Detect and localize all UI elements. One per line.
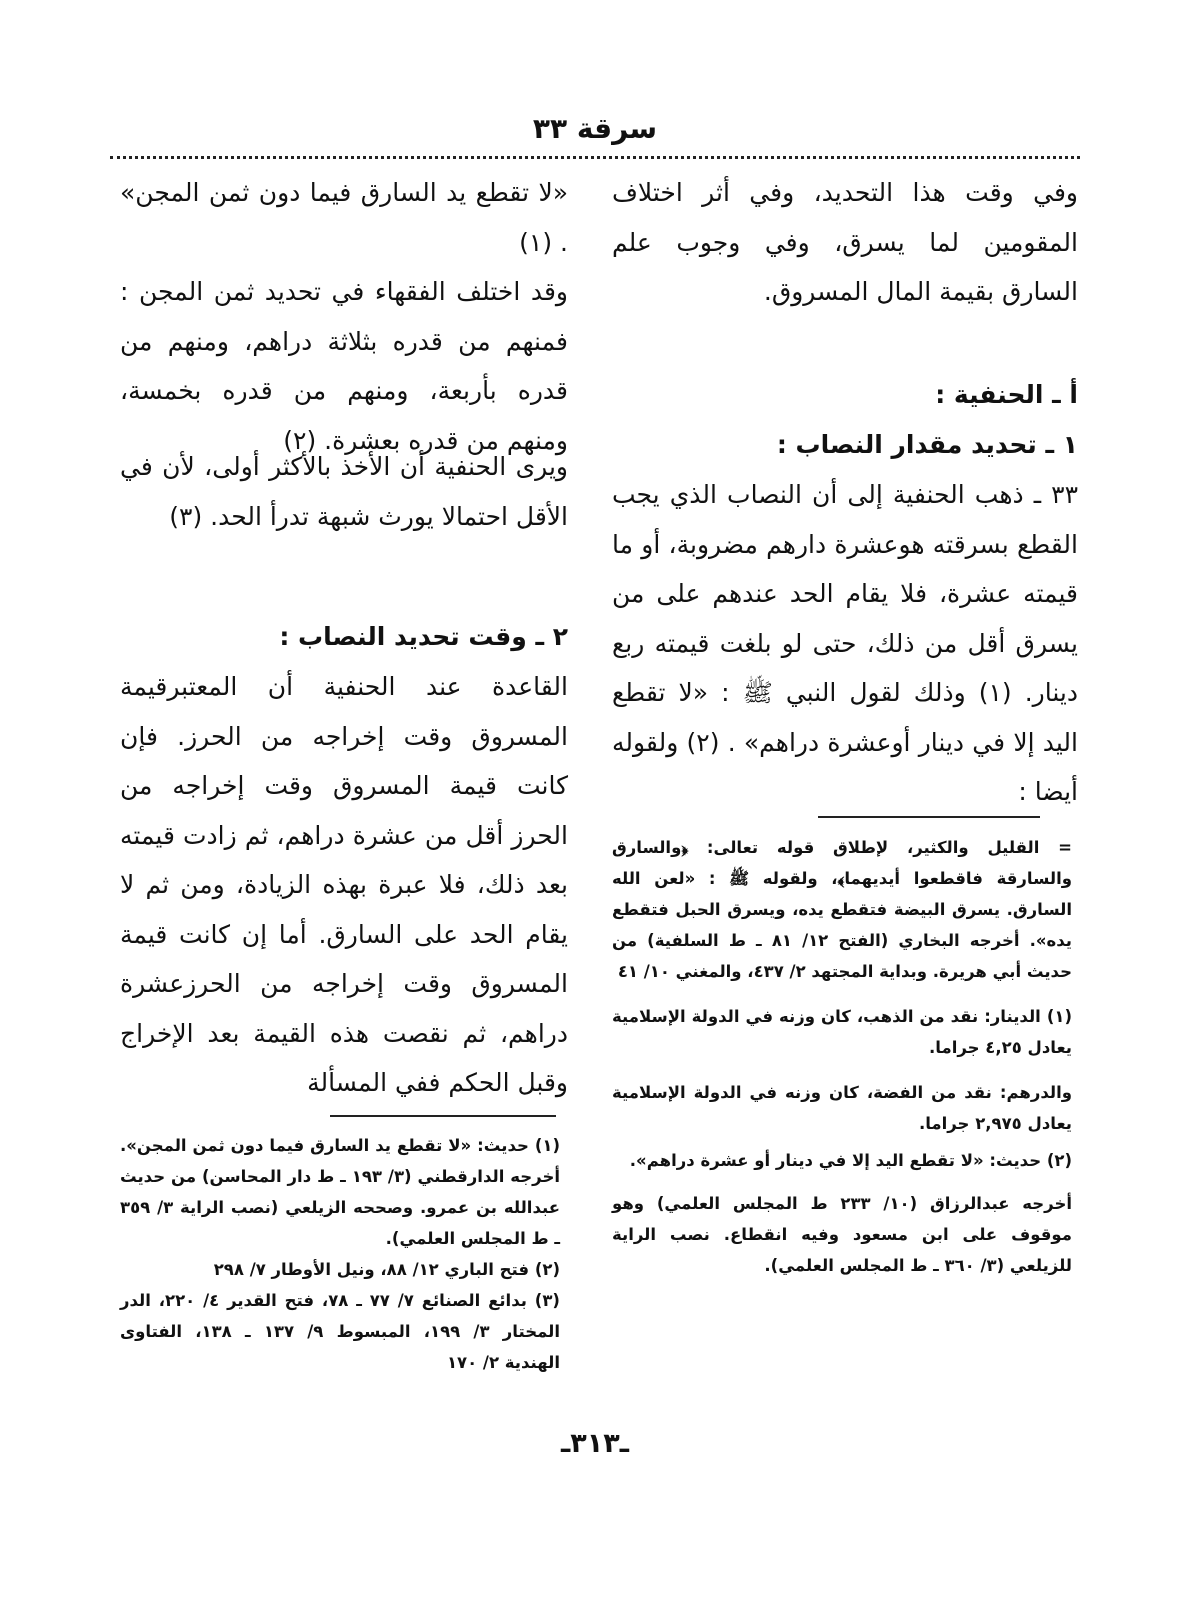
footnote-continuation: = القليل والكثير، لإطلاق قوله تعالى: ﴿والسارق والسارقة فاقطعوا أيديهما﴾، ولقوله ﷺ : «لعن الله السارق. يسرق البيضة فتقطع يده، ويسرق الحبل فتقطع يده». أخرجه البخاري (الفتح ١٢/ ٨١ ـ ط السلفية) من حديث أبي هريرة. وبداية المجتهد ٢/ ٤٣٧، والمغني ١٠/ ٤١ — [612, 838, 1072, 981]
left-column-hanafi-view — [120, 442, 568, 541]
right-footnote-separator — [818, 816, 1040, 818]
intro-paragraph: وفي وقت هذا التحديد، وفي أثر اختلاف المقومين لما يسرق، وفي وجوب علم السارق بقيمة المال المسروق. — [612, 178, 1078, 306]
left-column-top — [120, 168, 568, 465]
subheading-nisab-time: ٢ ـ وقت تحديد النصاب : — [279, 622, 568, 651]
footnote-left-2: (٢) فتح الباري ١٢/ ٨٨، ونيل الأوطار ٧/ ٢٩٨ — [213, 1260, 560, 1279]
section-heading-hanafi: أ ـ الحنفية : — [935, 380, 1078, 409]
page-number: ـ٣١٣ـ — [561, 1428, 629, 1459]
hadith-line: «لا تقطع يد السارق فيما دون ثمن المجن» . (١) — [120, 178, 568, 257]
footnote-left-1: (١) حديث: «لا تقطع يد السارق فيما دون ثمن المجن». أخرجه الدارقطني (٣/ ١٩٣ ـ ط دار المحاسن) من حديث عبدالله بن عمرو. وصححه الزيلعي (نصب الراية ٣/ ٣٥٩ ـ ط المجلس العلمي). — [120, 1136, 560, 1248]
footnote-2-source: أخرجه عبدالرزاق (١٠/ ٢٣٣ ط المجلس العلمي) وهو موقوف على ابن مسعود وفيه انقطاع. نصب الراية للزيلعي (٣/ ٣٦٠ ـ ط المجلس العلمي). — [612, 1194, 1072, 1275]
left-column-section-2 — [120, 612, 568, 1108]
footnote-1-dirham: والدرهم: نقد من الفضة، كان وزنه في الدولة الإسلامية يعادل ٢,٩٧٥ جراما. — [612, 1083, 1072, 1133]
paragraph-hanafi-view: ويرى الحنفية أن الأخذ بالأكثر أولى، لأن في الأقل احتمالا يورث شبهة تدرأ الحد. (٣) — [120, 452, 568, 531]
footnote-1-dinar: (١) الدينار: نقد من الذهب، كان وزنه في الدولة الإسلامية يعادل ٤,٢٥ جراما. — [612, 1007, 1072, 1057]
left-footnotes — [120, 1130, 560, 1378]
right-column-intro — [612, 168, 1078, 317]
right-column-main — [612, 370, 1078, 817]
subheading-nisab-amount: ١ ـ تحديد مقدار النصاب : — [776, 430, 1078, 459]
running-title: سرقة ٣٣ — [532, 112, 658, 145]
right-footnotes — [612, 832, 1072, 1281]
header-dotted-rule — [110, 156, 1080, 159]
paragraph-disagreement: وقد اختلف الفقهاء في تحديد ثمن المجن : فمنهم من قدره بثلاثة دراهم، ومنهم من قدره بأربعة، ومنهم من قدره بخمسة، ومنهم من قدره بعشرة. (٢) — [120, 277, 568, 455]
paragraph-33: ٣٣ ـ ذهب الحنفية إلى أن النصاب الذي يجب القطع بسرقته هوعشرة دارهم مضروبة، أو ما قيمته عشرة، فلا يقام الحد عندهم على من يسرق أقل من ذلك، حتى لو بلغت قيمته ربع دينار. (١) وذلك لقول النبي ﷺ : «لا تقطع اليد إلا في دينار أوعشرة دراهم» . (٢) ولقوله أيضا : — [612, 480, 1078, 806]
footnote-2-hadith: (٢) حديث: «لا تقطع اليد إلا في دينار أو عشرة دراهم». — [629, 1151, 1072, 1170]
left-footnote-separator — [330, 1115, 556, 1117]
footnote-left-3: (٣) بدائع الصنائع ٧/ ٧٧ ـ ٧٨، فتح القدير ٤/ ٢٢٠، الدر المختار ٣/ ١٩٩، المبسوط ٩/ ١٣٧ ـ ١٣٨، الفتاوى الهندية ٢/ ١٧٠ — [120, 1291, 560, 1372]
paragraph-rule: القاعدة عند الحنفية أن المعتبرقيمة المسروق وقت إخراجه من الحرز. فإن كانت قيمة المسروق وقت إخراجه من الحرز أقل من عشرة دراهم، ثم زادت قيمته بعد ذلك، فلا عبرة بهذه الزيادة، ومن ثم لا يقام الحد على السارق. أما إن كانت قيمة المسروق وقت إخراجه من الحرزعشرة دراهم، ثم نقصت هذه القيمة بعد الإخراج وقبل الحكم ففي المسألة — [120, 672, 568, 1097]
